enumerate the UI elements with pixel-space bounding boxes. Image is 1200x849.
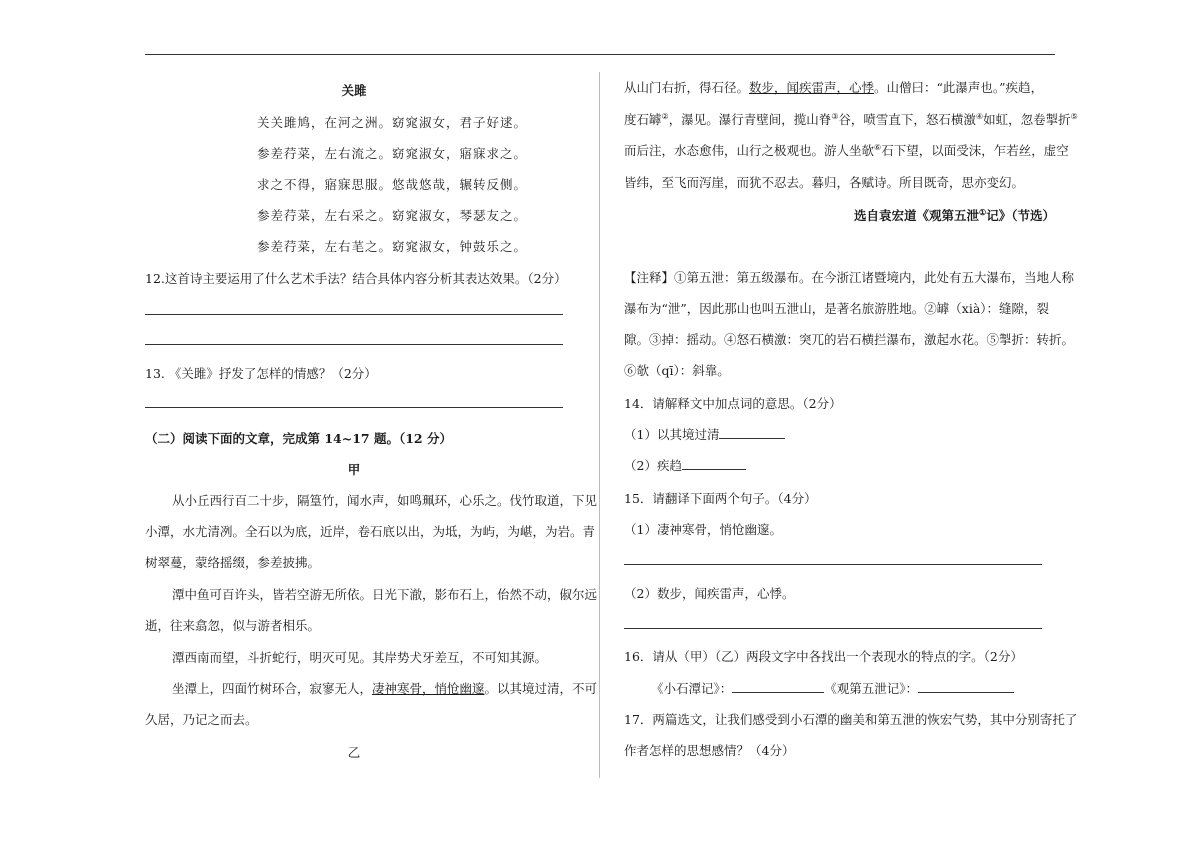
answer-line[interactable] — [145, 344, 563, 345]
text-run: （2）疾趋 — [624, 458, 682, 473]
question-14: 14．请解释文中加点词的意思。（2分） — [624, 396, 842, 411]
poem-line: 求之不得，寤寐思服。悠哉悠哉，辗转反侧。 — [257, 177, 528, 192]
poem-line: 参差荇菜，左右流之。窈窕淑女，寤寐求之。 — [257, 146, 528, 161]
passage-jia-line: 逝，往来翕忽，似与游者相乐。 — [145, 618, 321, 633]
question-17: 17．两篇选文，让我们感受到小石潭的幽美和第五泄的恢宏气势，其中分别寄托了 — [624, 712, 1078, 727]
notes-line: 【注释】①第五泄：第五级瀑布。在今浙江诸暨境内，此处有五大瀑布，当地人称 — [624, 270, 1075, 285]
passage-jia-line: 小潭，水尤清冽。全石以为底，近岸，卷石底以出，为坻，为屿，为嵁，为岩。青 — [145, 524, 596, 539]
footnote-marker: ⑤ — [1070, 111, 1078, 121]
passage-yi-line — [624, 110, 1078, 128]
text-run: 从山门右折，得石径。 — [624, 80, 750, 95]
footnote-marker: ② — [661, 111, 669, 121]
passage-jia-label: 甲 — [347, 462, 361, 477]
text-run: 记》（节选） — [986, 208, 1055, 223]
text-run: 度石罅 — [624, 112, 662, 127]
question-15-1: （1）凄神寒骨，悄怆幽邃。 — [624, 522, 782, 537]
column-divider — [599, 72, 600, 778]
footnote-marker: ① — [979, 206, 987, 217]
notes-line: 瀑布为“泄”，因此那山也叫五泄山，是著名旅游胜地。②罅（xià）：缝隙，裂 — [624, 301, 1050, 316]
question-17: 作者怎样的思想感情？（4分） — [624, 743, 795, 758]
text-run: 而后注，水态愈伟，山行之极观也。游人坐欹 — [624, 143, 875, 158]
notes-line: 隙。③掉：摇动。④怒石横激：突兀的岩石横拦瀑布，激起水花。⑤掣折：转折。 — [624, 332, 1075, 347]
passage-yi-line — [624, 78, 1043, 96]
answer-line[interactable] — [145, 314, 563, 315]
text-run: 石下望，以面受沫，乍若丝，虚空 — [881, 143, 1069, 158]
passage-jia-line: 潭西南而望，斗折蛇行，明灭可见。其岸势犬牙差互，不可知其源。 — [172, 650, 548, 665]
text-run: 如虹，忽卷掣折 — [983, 112, 1071, 127]
answer-line[interactable] — [145, 407, 563, 408]
text-run: 《观第五泄记》： — [824, 681, 919, 696]
passage-jia-line: 久居，乃记之而去。 — [145, 712, 258, 727]
passage-jia-line — [172, 679, 597, 697]
footnote-marker: ④ — [975, 111, 984, 121]
text-run: 。山僧曰：“此瀑声也。”疾趋， — [874, 80, 1044, 95]
question-14-2 — [624, 456, 746, 474]
passage-jia-line: 潭中鱼可百许头，皆若空游无所依。日光下澈，影布石上，佁然不动，俶尔远 — [172, 587, 598, 602]
footnote-marker: ③ — [831, 111, 839, 121]
answer-blank[interactable] — [918, 681, 1014, 693]
underlined-sentence: 数步，闻疾雷声，心悸 — [749, 80, 875, 95]
question-15-2: （2）数步，闻疾雷声，心悸。 — [624, 586, 795, 601]
answer-blank[interactable] — [682, 458, 746, 470]
answer-line[interactable] — [624, 628, 1042, 629]
poem-line: 参差荇菜，左右采之。窈窕淑女，琴瑟友之。 — [257, 208, 528, 223]
text-run: 选自袁宏道《观第五泄 — [854, 208, 980, 223]
notes-line: ⑥欹（qī）：斜靠。 — [624, 363, 730, 378]
poem-title: 关雎 — [341, 83, 367, 98]
answer-blank[interactable] — [732, 681, 824, 693]
text-run: （1）以其境过清 — [624, 427, 720, 442]
text-run: 谷，喷雪直下，怒石横激 — [838, 112, 976, 127]
text-run: 。以其境过清，不可 — [484, 681, 598, 696]
question-16: 16．请从（甲）（乙）两段文字中各找出一个表现水的特点的字。（2分） — [624, 649, 1023, 664]
answer-line[interactable] — [624, 564, 1042, 565]
question-14-1 — [624, 425, 785, 443]
question-12: 12.这首诗主要运用了什么艺术手法？结合具体内容分析其表达效果。（2分） — [145, 271, 567, 286]
passage-yi-line: 皆纬，至飞而泻崖，而犹不忍去。暮归，各赋诗。所目既奇，思亦变幻。 — [624, 175, 1025, 190]
header-rule — [145, 54, 1055, 55]
poem-line: 参差荇菜，左右芼之。窈窕淑女，钟鼓乐之。 — [257, 239, 528, 254]
poem-line: 关关雎鸠，在河之洲。窈窕淑女，君子好逑。 — [257, 115, 528, 130]
footnote-marker: ⑥ — [874, 142, 882, 152]
question-16-answers — [651, 679, 1014, 697]
passage-yi-label: 乙 — [347, 745, 361, 760]
passage-source — [854, 206, 1055, 224]
underlined-sentence: 凄神寒骨，悄怆幽邃 — [372, 681, 485, 696]
text-run: ，瀑见。瀑行青壁间，揽山脊 — [668, 112, 832, 127]
text-run: 《小石潭记》： — [651, 681, 733, 696]
passage-jia-line: 树翠蔓，蒙络摇缀，参差披拂。 — [145, 555, 321, 570]
text-run: 坐潭上，四面竹树环合，寂寥无人， — [172, 681, 373, 696]
question-15: 15．请翻译下面两个句子。（4分） — [624, 491, 817, 506]
passage-yi-line — [624, 141, 1069, 159]
passage-jia-line: 从小丘西行百二十步，隔篁竹，闻水声，如鸣珮环，心乐之。伐竹取道，下见 — [172, 493, 598, 508]
answer-blank[interactable] — [719, 427, 785, 439]
section-heading: （二）阅读下面的文章，完成第 14~17 题。（12 分） — [145, 431, 452, 446]
question-13: 13. 《关雎》抒发了怎样的情感？（2分） — [145, 366, 377, 381]
